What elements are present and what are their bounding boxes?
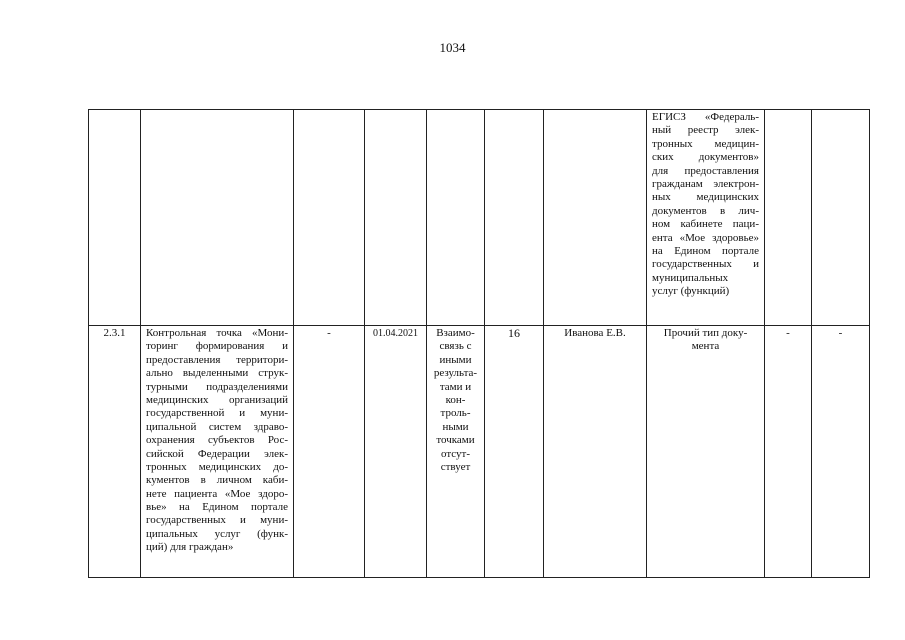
text-line: муниципальных: [652, 271, 729, 284]
text-line: тронных медицинских до-: [146, 460, 288, 473]
text-line: государственных и: [652, 258, 759, 271]
col10-value: -: [838, 327, 843, 339]
text-line: ствует: [440, 461, 471, 474]
text-line: ента «Мое здоровье»: [652, 231, 759, 244]
relation-text: [427, 326, 484, 474]
text-line: сийской Федерации элек-: [146, 447, 288, 460]
text-line: иными: [439, 353, 472, 366]
text-line: кон-: [445, 394, 466, 407]
count-value: 16: [508, 326, 520, 340]
text-line: отсут-: [440, 447, 470, 460]
text-line: мента: [691, 340, 720, 353]
cell-start-empty: [294, 110, 365, 326]
cell-name: [141, 326, 294, 578]
text-line: Прочий тип доку-: [663, 327, 748, 339]
text-line: Взаимо-: [436, 327, 475, 339]
text-line: государственных и муни-: [146, 514, 288, 527]
text-line: тронных медицин-: [652, 137, 759, 150]
text-line: ными: [442, 420, 469, 433]
cell-count-empty: [485, 110, 544, 326]
text-line: ном кабинете паци-: [652, 218, 759, 231]
end-date: 01.04.2021: [373, 328, 418, 339]
page-number: 1034: [439, 40, 466, 55]
cell-col10: [812, 326, 870, 578]
control-point-name: [141, 326, 293, 555]
cell-start: [294, 326, 365, 578]
text-line: ный реестр элек-: [652, 124, 759, 137]
row-number: 2.3.1: [103, 327, 126, 339]
text-line: ально выделенными струк-: [146, 367, 288, 380]
text-line: ских документов»: [652, 151, 759, 164]
cell-number: [89, 326, 141, 578]
text-line: турными подразделениями: [146, 380, 288, 393]
cell-count: [485, 326, 544, 578]
document-table: [88, 109, 870, 578]
document-type: [647, 326, 764, 354]
text-line: охранения субъектов Рос-: [146, 434, 288, 447]
cell-responsible: [544, 326, 647, 578]
cell-responsible-empty: [544, 110, 647, 326]
cell-number-empty: [89, 110, 141, 326]
cell-document-continuation: [647, 110, 765, 326]
text-line: медицинских организаций: [146, 393, 288, 406]
text-line: предоставления территори-: [146, 353, 288, 366]
text-line: кументов в личном каби-: [146, 474, 288, 487]
cell-col9: [765, 326, 812, 578]
text-line: для предоставления: [652, 164, 759, 177]
start-date: -: [327, 327, 331, 339]
cell-end-empty: [365, 110, 427, 326]
text-line: вье» на Едином портале: [146, 501, 288, 514]
text-line: точками: [436, 434, 475, 447]
text-line: ципальной систем здраво-: [146, 420, 288, 433]
text-line: ципальных услуг (функ-: [146, 527, 288, 540]
text-line: государственной и муни-: [146, 407, 288, 420]
text-line: ций) для граждан»: [146, 541, 234, 554]
text-line: торинг формирования и: [146, 340, 288, 353]
text-line: ных медицинских: [652, 191, 759, 204]
cell-relation-empty: [427, 110, 485, 326]
document-continuation-text: [647, 110, 764, 298]
text-line: документов в лич-: [652, 204, 759, 217]
text-line: результа-: [433, 367, 478, 380]
text-line: нете пациента «Мое здоро-: [146, 487, 288, 500]
cell-document-type: [647, 326, 765, 578]
text-line: услуг (функций): [652, 285, 730, 298]
cell-relation: [427, 326, 485, 578]
cell-col10-empty: [812, 110, 870, 326]
cell-end: [365, 326, 427, 578]
col9-value: -: [786, 327, 790, 339]
text-line: гражданам электрон-: [652, 177, 759, 190]
text-line: тами и: [439, 380, 472, 393]
text-line: троль-: [440, 407, 471, 420]
cell-name-empty: [141, 110, 294, 326]
table-row-continuation: [89, 110, 870, 326]
text-line: Контрольная точка «Мони-: [146, 327, 288, 339]
text-line: ЕГИСЗ «Федераль-: [652, 111, 759, 123]
text-line: связь с: [439, 340, 472, 353]
text-line: на Едином портале: [652, 244, 759, 257]
responsible-person: Иванова Е.В.: [564, 327, 626, 339]
cell-col9-empty: [765, 110, 812, 326]
table-row-2-3-1: [89, 326, 870, 578]
